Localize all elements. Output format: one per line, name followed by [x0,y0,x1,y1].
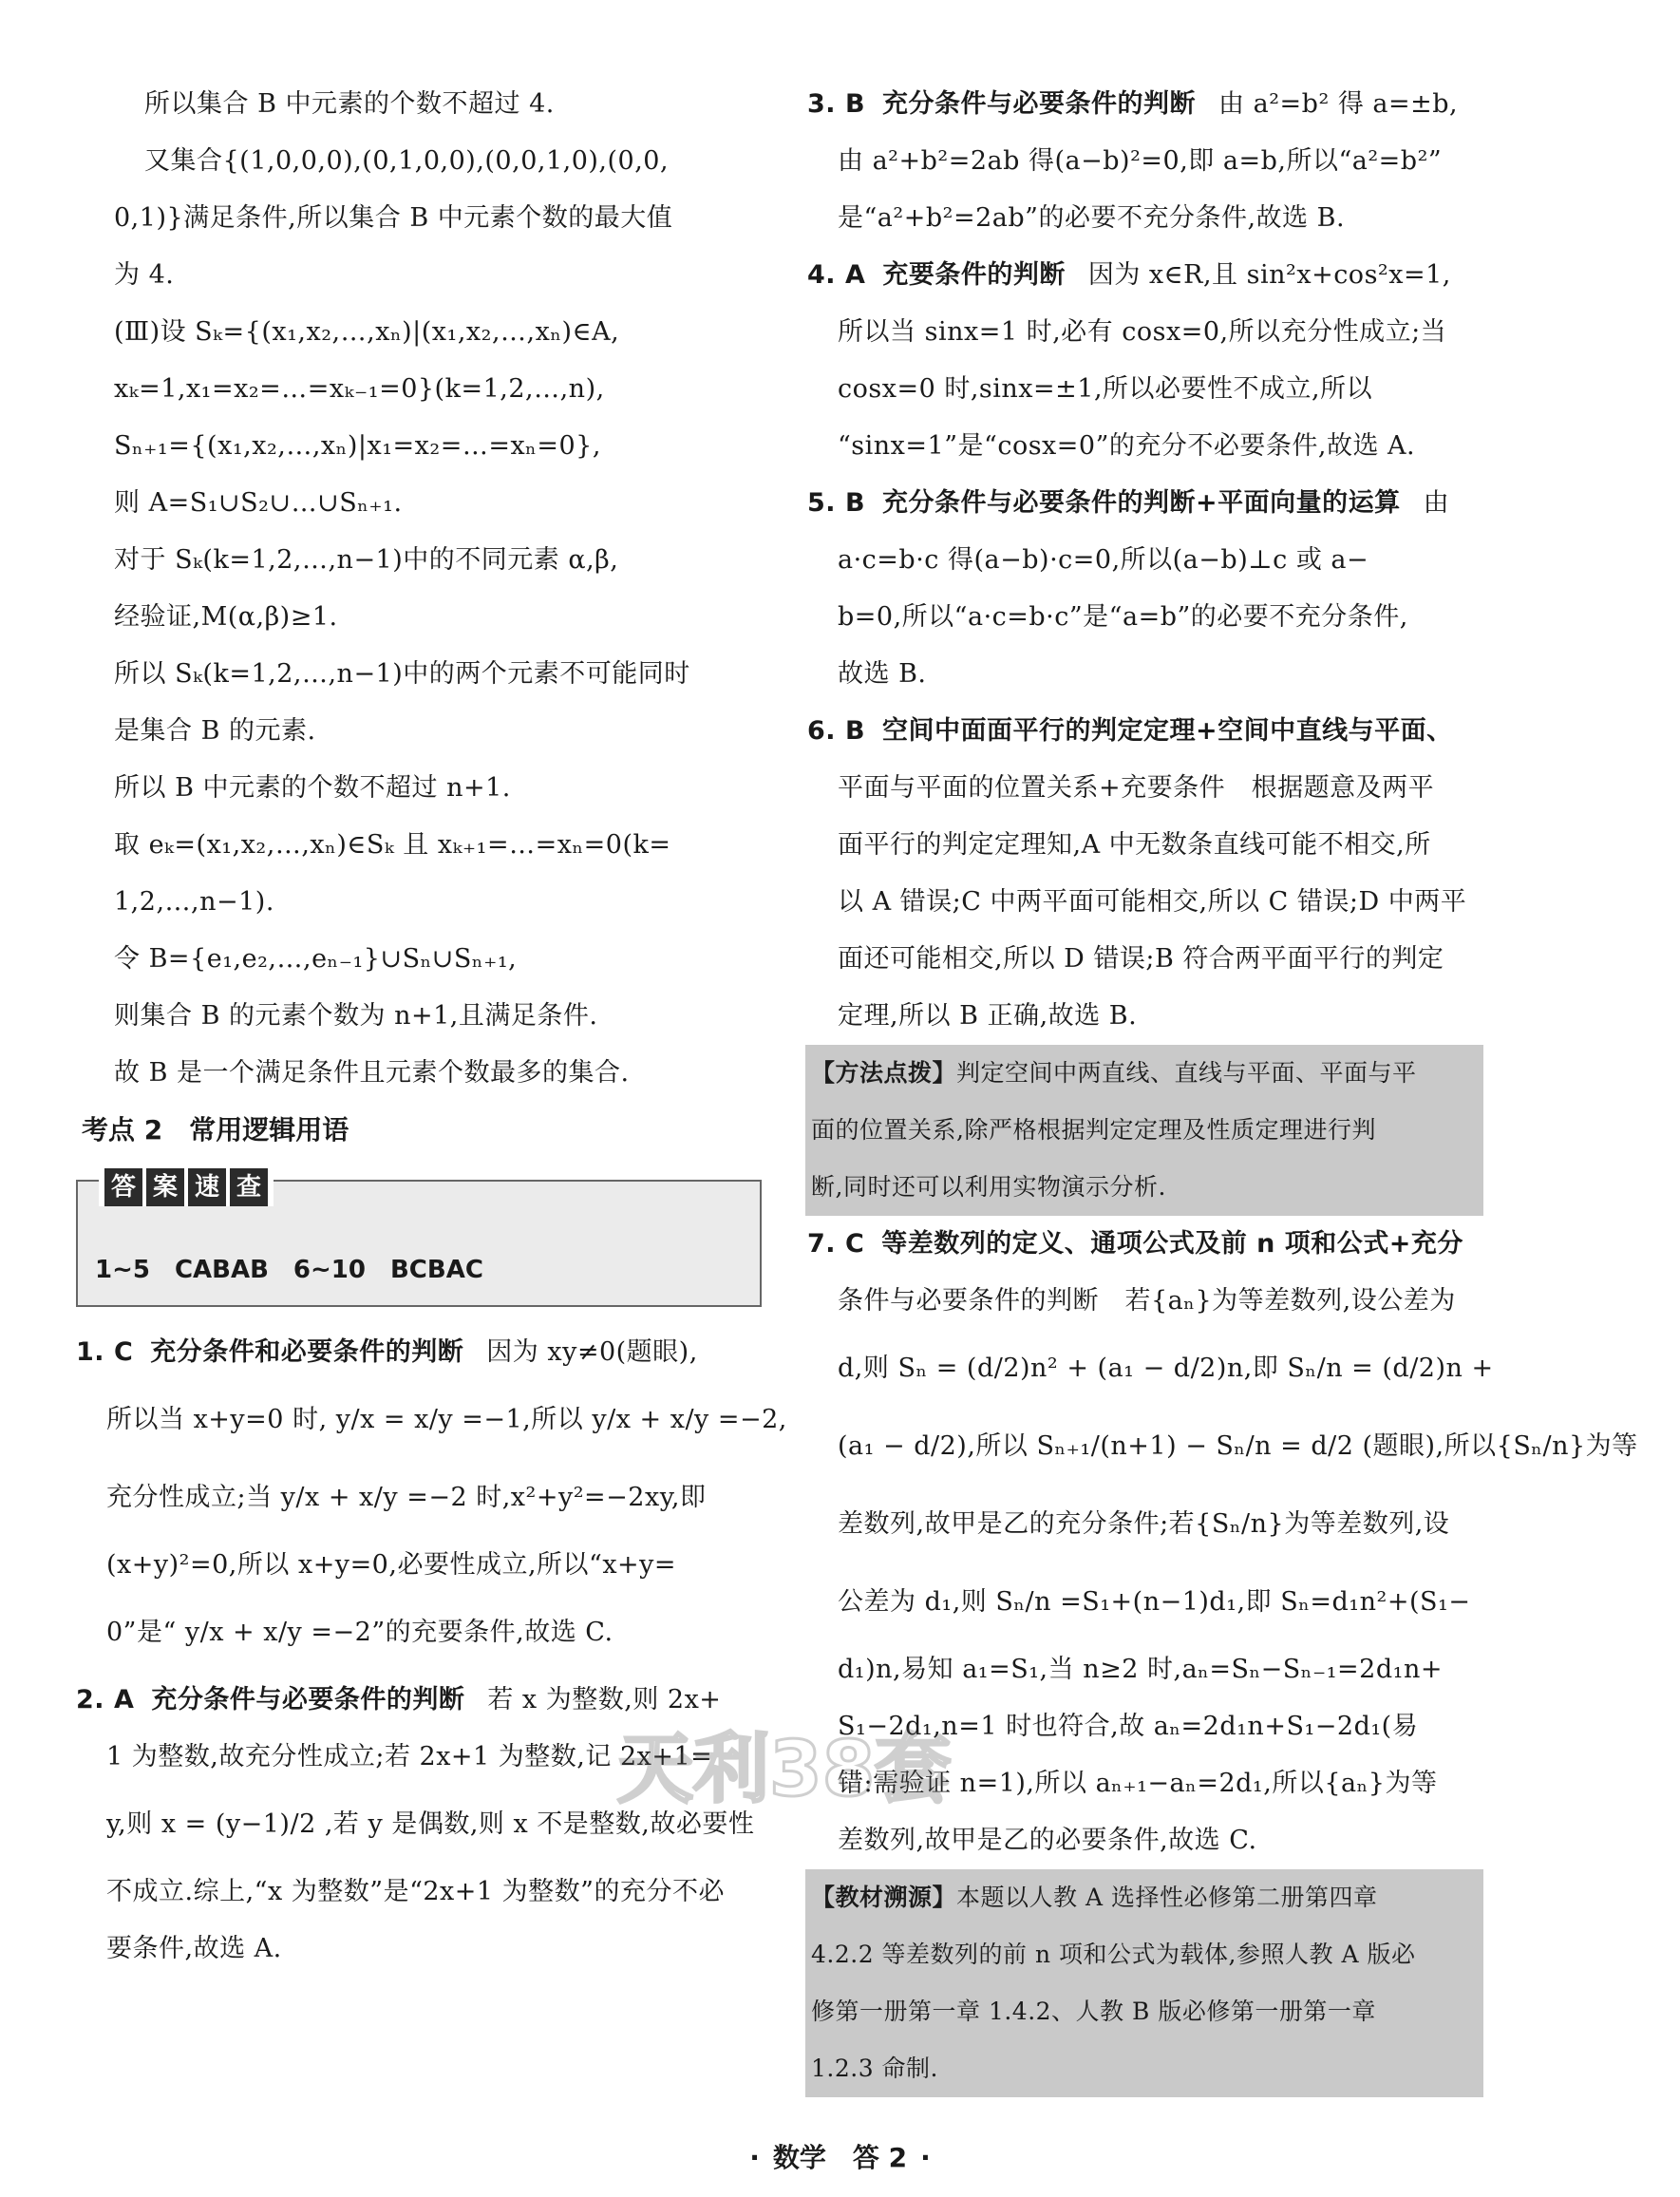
question-number: 2. A [76,1685,135,1714]
text-line: 面的位置关系,除严格根据判定定理及性质定理进行判 [811,1116,1376,1144]
text-line: 公差为 d₁,则 Sₙ/n =S₁+(n−1)d₁,即 Sₙ=d₁n²+(S₁− [838,1587,1471,1617]
answer-box-tag [99,1168,274,1206]
textbook-source-box [805,1869,1483,2097]
question-6 [807,703,1491,1045]
text-line: 是“a²+b²=2ab”的必要不充分条件,故选 B. [838,203,1346,233]
text-line: 修第一册第一章 1.4.2、人教 B 版必修第一册第一章 [811,1998,1376,2025]
question-number: 4. A [807,260,866,290]
text-line: 1.2.3 命制. [811,2055,939,2082]
watermark-text: 天利38套 [617,1725,952,1813]
watermark-logo [608,1691,952,1852]
question-topic: 充要条件的判断 [882,260,1066,290]
section-title: 考点 2 常用逻辑用语 [82,1114,349,1146]
text-line: 因为 xy≠0(题眼), [486,1337,698,1367]
text-line: b=0,所以“a·c=b·c”是“a=b”的必要不充分条件, [838,602,1408,632]
question-number: 7. C [807,1229,865,1259]
text-line: d,则 Sₙ = (d/2)n² + (a₁ − d/2)n,即 Sₙ/n = (d/2)n + [838,1354,1494,1383]
text-line: 0”是“ y/x + x/y =−2”的充要条件,故选 C. [106,1618,613,1647]
text-line: 断,同时还可以利用实物演示分析. [811,1173,1166,1201]
text-line: 所以集合 B 中元素的个数不超过 4. [144,89,555,119]
text-line: 取 eₖ=(x₁,x₂,…,xₙ)∈Sₖ 且 xₖ₊₁=…=xₙ=0(k= [114,830,671,860]
question-4 [807,247,1491,475]
text-line: 要条件,故选 A. [106,1934,282,1963]
note-tag: 【教材溯源】 [811,1884,957,1911]
question-number: 3. B [807,89,866,119]
answer-quick-check-box [76,1173,762,1307]
question-topic: 充分条件与必要条件的判断+平面向量的运算 [882,488,1401,518]
text-line: S₁−2d₁,n=1 时也符合,故 aₙ=2d₁n+S₁−2d₁(易 [838,1712,1419,1741]
question-number: 6. B [807,716,866,746]
question-topic: 充分条件与必要条件的判断 [151,1685,465,1714]
text-line: 面还可能相交,所以 D 错误;B 符合两平面平行的判定 [838,944,1444,974]
text-line: 所以 Sₖ(k=1,2,…,n−1)中的两个元素不可能同时 [114,659,690,689]
tag-char: 答 [104,1168,142,1206]
text-line: 条件与必要条件的判断 若{aₙ}为等差数列,设公差为 [838,1286,1456,1316]
text-line: 则 A=S₁∪S₂∪…∪Sₙ₊₁. [114,488,403,518]
question-topic: 充分条件与必要条件的判断 [882,89,1197,119]
question-3 [807,76,1491,247]
text-line: d₁)n,易知 a₁=S₁,当 n≥2 时,aₙ=Sₙ−Sₙ₋₁=2d₁n+ [838,1655,1443,1684]
text-line: 1 为整数,故充分性成立;若 2x+1 为整数,记 2x+1= [106,1742,713,1771]
text-line: cosx=0 时,sinx=±1,所以必要性不成立,所以 [838,374,1373,404]
text-line: 不成立.综上,“x 为整数”是“2x+1 为整数”的充分不必 [106,1877,725,1906]
tag-char: 案 [146,1168,184,1206]
text-line: 所以当 x+y=0 时, y/x = x/y =−1,所以 y/x + x/y =−2, [106,1405,787,1434]
text-line: 由 [1423,488,1450,518]
text-line: (Ⅲ)设 Sₖ={(x₁,x₂,…,xₙ)|(x₁,x₂,…,xₙ)∈A, [114,317,620,347]
text-line: (a₁ − d/2),所以 Sₙ₊₁/(n+1) − Sₙ/n = d/2 (题眼),所以{Sₙ/n}为等 [838,1431,1638,1461]
question-topic: 充分条件和必要条件的判断 [150,1337,464,1367]
text-line: 判定空间中两直线、直线与平面、平面与平 [956,1059,1417,1087]
text-line: 则集合 B 的元素个数为 n+1,且满足条件. [114,1001,598,1031]
text-line: 充分性成立;当 y/x + x/y =−2 时,x²+y²=−2xy,即 [106,1483,707,1512]
note-tag: 【方法点拨】 [811,1059,957,1087]
text-line: 是集合 B 的元素. [114,716,316,746]
text-line: 令 B={e₁,e₂,…,eₙ₋₁}∪Sₙ∪Sₙ₊₁, [114,944,518,974]
text-line: 错:需验证 n=1),所以 aₙ₊₁−aₙ=2d₁,所以{aₙ}为等 [838,1769,1438,1798]
question-1 [76,1324,787,1672]
question-5 [807,475,1491,703]
page-footer [0,2137,1680,2175]
answer-list: 1~5 CABAB 6~10 BCBAC [95,1256,483,1284]
footer-page-number: 答 2 [852,2142,908,2173]
text-line: xₖ=1,x₁=x₂=…=xₖ₋₁=0}(k=1,2,…,n), [114,374,605,404]
text-line: 经验证,M(α,β)≥1. [114,602,338,632]
tag-char: 速 [188,1168,226,1206]
text-line: 为 4. [114,260,175,290]
text-line: 0,1)}满足条件,所以集合 B 中元素个数的最大值 [114,203,673,233]
footer-dot-icon: · [749,2142,760,2173]
text-line: 1,2,…,n−1). [114,887,274,917]
question-topic: 空间中面面平行的判定定理+空间中直线与平面、 [882,716,1453,746]
text-line: 对于 Sₖ(k=1,2,…,n−1)中的不同元素 α,β, [114,545,619,575]
text-line: 所以当 sinx=1 时,必有 cosx=0,所以充分性成立;当 [838,317,1447,347]
text-line: 平面与平面的位置关系+充要条件 根据题意及两平 [838,773,1435,803]
footer-subject: 数学 [772,2142,826,2173]
text-line: 以 A 错误;C 中两平面可能相交,所以 C 错误;D 中两平 [838,887,1467,917]
text-line: 又集合{(1,0,0,0),(0,1,0,0),(0,0,1,0),(0,0, [144,146,670,176]
method-note-box [805,1045,1483,1216]
text-line: 由 a²+b²=2ab 得(a−b)²=0,即 a=b,所以“a²=b²” [838,146,1443,176]
text-line: 差数列,故甲是乙的必要条件,故选 C. [838,1826,1257,1855]
text-line: a·c=b·c 得(a−b)·c=0,所以(a−b)⊥c 或 a− [838,545,1369,575]
text-line: 差数列,故甲是乙的充分条件;若{Sₙ/n}为等差数列,设 [838,1509,1450,1539]
text-line: 所以 B 中元素的个数不超过 n+1. [114,773,511,803]
text-line: 面平行的判定定理知,A 中无数条直线可能不相交,所 [838,830,1431,860]
text-line: y,则 x = (y−1)/2 ,若 y 是偶数,则 x 不是整数,故必要性 [106,1809,755,1839]
text-line: 本题以人教 A 选择性必修第二册第四章 [956,1884,1378,1911]
text-line: 故选 B. [838,659,927,689]
tag-char: 查 [230,1168,268,1206]
text-line: Sₙ₊₁={(x₁,x₂,…,xₙ)|x₁=x₂=…=xₙ=0}, [114,431,601,461]
text-line: 因为 x∈R,且 sin²x+cos²x=1, [1087,260,1451,290]
text-line: (x+y)²=0,所以 x+y=0,必要性成立,所以“x+y= [106,1550,677,1580]
question-topic: 等差数列的定义、通项公式及前 n 项和公式+充分 [881,1229,1463,1259]
text-line: 由 a²=b² 得 a=±b, [1218,89,1459,119]
text-line: 若 x 为整数,则 2x+ [487,1685,722,1714]
question-number: 5. B [807,488,866,518]
question-number: 1. C [76,1337,134,1367]
text-line: “sinx=1”是“cosx=0”的充分不必要条件,故选 A. [838,431,1416,461]
text-line: 4.2.2 等差数列的前 n 项和公式为载体,参照人教 A 版必 [811,1941,1416,1968]
text-line: 故 B 是一个满足条件且元素个数最多的集合. [114,1058,630,1088]
footer-dot-icon: · [920,2142,931,2173]
text-line: 定理,所以 B 正确,故选 B. [838,1001,1138,1031]
